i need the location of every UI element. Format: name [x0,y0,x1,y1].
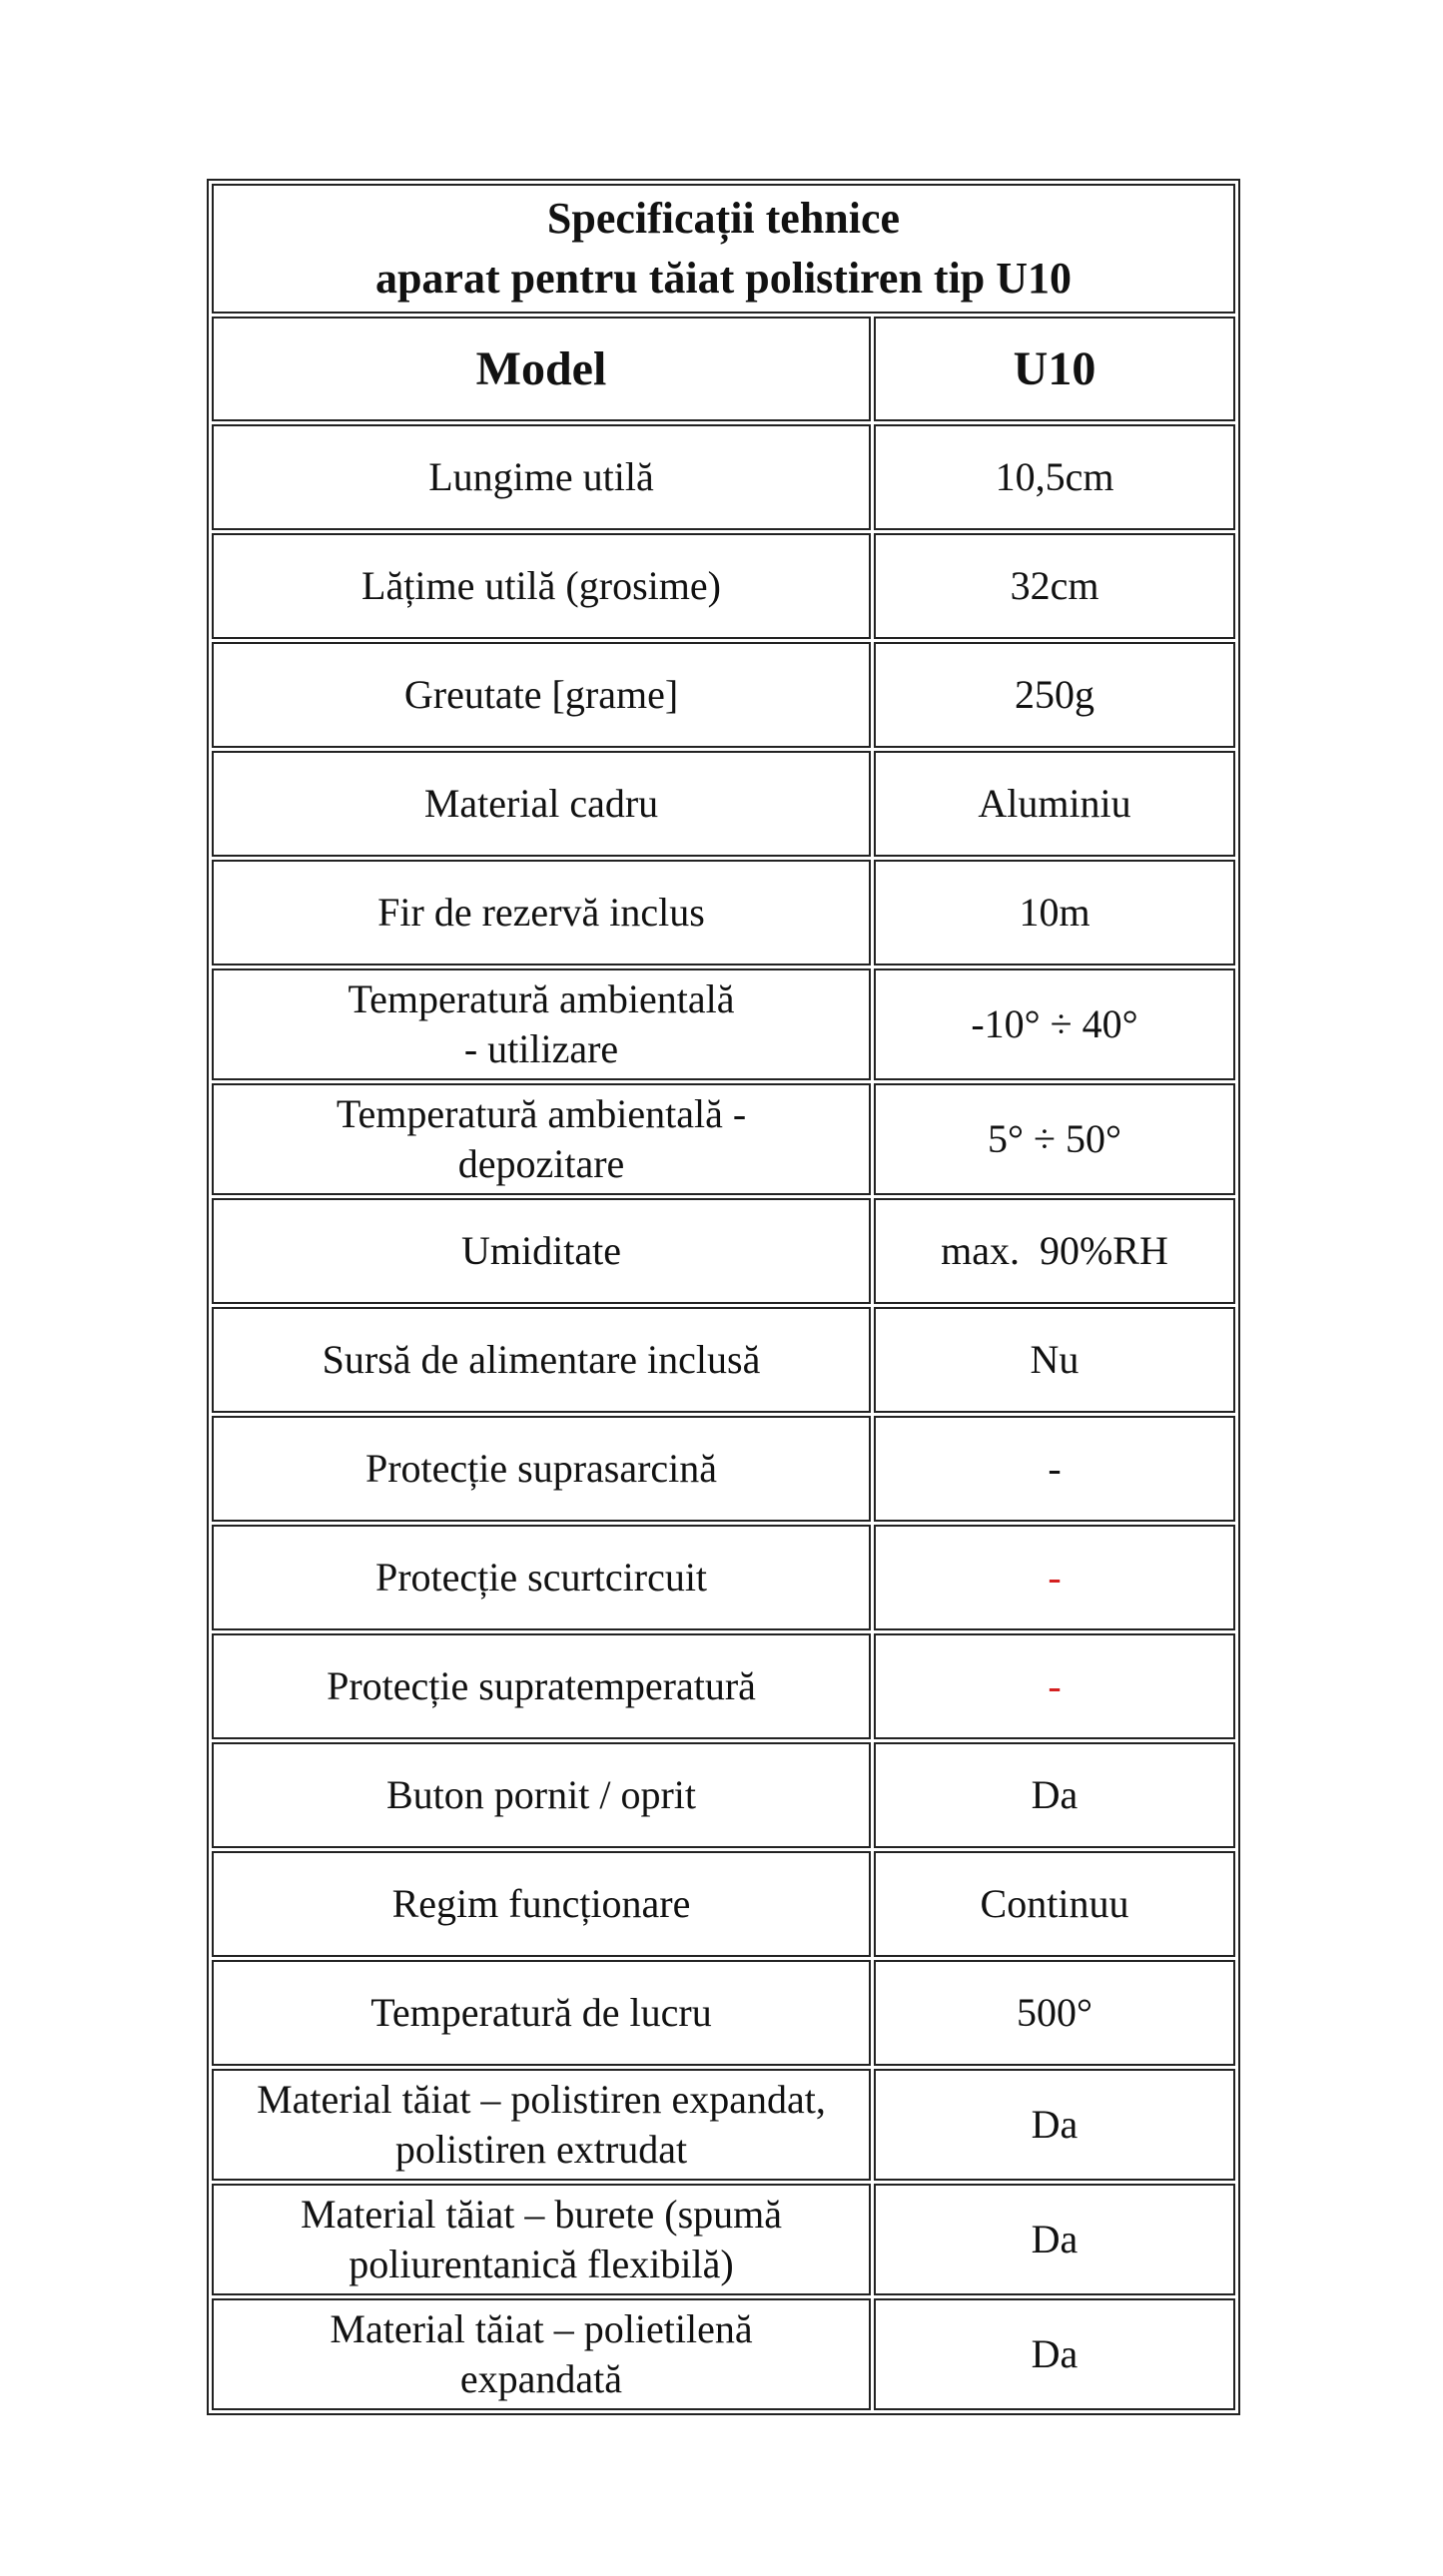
row-label: Protecție supratemperatură [212,1633,871,1739]
table-row [212,968,1235,1080]
table-row [212,1525,1235,1630]
table-row [212,751,1235,857]
header-model-value: U10 [874,317,1235,421]
row-value: 32cm [874,533,1235,639]
row-label [212,968,871,1080]
row-label-line-2: - utilizare [463,1026,619,1071]
table-row [212,642,1235,748]
header-row [212,317,1235,421]
row-label-line-2: polistiren extrudat [394,2127,688,2172]
row-label: Greutate [grame] [212,642,871,748]
row-label: Protecție scurtcircuit [212,1525,871,1630]
row-label-line-1: Temperatură ambientală - [336,1091,747,1136]
title-line-1: Specificații tehnice [546,194,901,243]
row-label-line-2: depozitare [457,1141,625,1186]
row-label-line-2: expandată [459,2356,623,2401]
row-label [212,2298,871,2410]
row-value: Continuu [874,1851,1235,1957]
header-model: Model [212,317,871,421]
table-row [212,1198,1235,1304]
spec-table [207,179,1240,2415]
row-value: 250g [874,642,1235,748]
row-label-line-1: Material tăiat – polistiren expandat, [257,2077,826,2122]
row-label: Fir de rezervă inclus [212,860,871,966]
row-value: Da [874,2298,1235,2410]
table-row [212,2184,1235,2295]
row-value: 10m [874,860,1235,966]
row-value: - [874,1633,1235,1739]
row-label-line-2: poliurentanică flexibilă) [349,2242,734,2286]
row-label: Lățime utilă (grosime) [212,533,871,639]
row-value: 500° [874,1960,1235,2066]
table-row [212,1960,1235,2066]
table-row [212,1307,1235,1413]
table-row [212,2298,1235,2410]
row-label: Buton pornit / oprit [212,1742,871,1848]
row-label: Sursă de alimentare inclusă [212,1307,871,1413]
row-label: Protecție suprasarcină [212,1416,871,1522]
row-label: Umiditate [212,1198,871,1304]
table-row [212,1633,1235,1739]
table-title [212,184,1235,314]
row-value: Aluminiu [874,751,1235,857]
row-value: 5° ÷ 50° [874,1083,1235,1195]
row-value: Da [874,1742,1235,1848]
row-value: - [874,1525,1235,1630]
table-row [212,533,1235,639]
title-row [212,184,1235,314]
row-label: Material cadru [212,751,871,857]
table-row [212,860,1235,966]
row-value: max. 90%RH [874,1198,1235,1304]
row-label-line-1: Temperatură ambientală [348,976,735,1021]
table-row [212,1742,1235,1848]
row-value: Da [874,2069,1235,2181]
table-row [212,2069,1235,2181]
table-row [212,1416,1235,1522]
row-value: Nu [874,1307,1235,1413]
row-value: - [874,1416,1235,1522]
row-value: -10° ÷ 40° [874,968,1235,1080]
row-label: Regim funcționare [212,1851,871,1957]
row-label [212,1083,871,1195]
row-label-line-1: Material tăiat – burete (spumă [300,2192,783,2237]
row-label [212,2069,871,2181]
table-row [212,424,1235,530]
row-label: Lungime utilă [212,424,871,530]
row-value: 10,5cm [874,424,1235,530]
table-row [212,1083,1235,1195]
table-row [212,1851,1235,1957]
row-value: Da [874,2184,1235,2295]
row-label: Temperatură de lucru [212,1960,871,2066]
title-line-2: aparat pentru tăiat polistiren tip U10 [374,254,1073,303]
row-label-line-1: Material tăiat – polietilenă [330,2306,753,2351]
row-label [212,2184,871,2295]
